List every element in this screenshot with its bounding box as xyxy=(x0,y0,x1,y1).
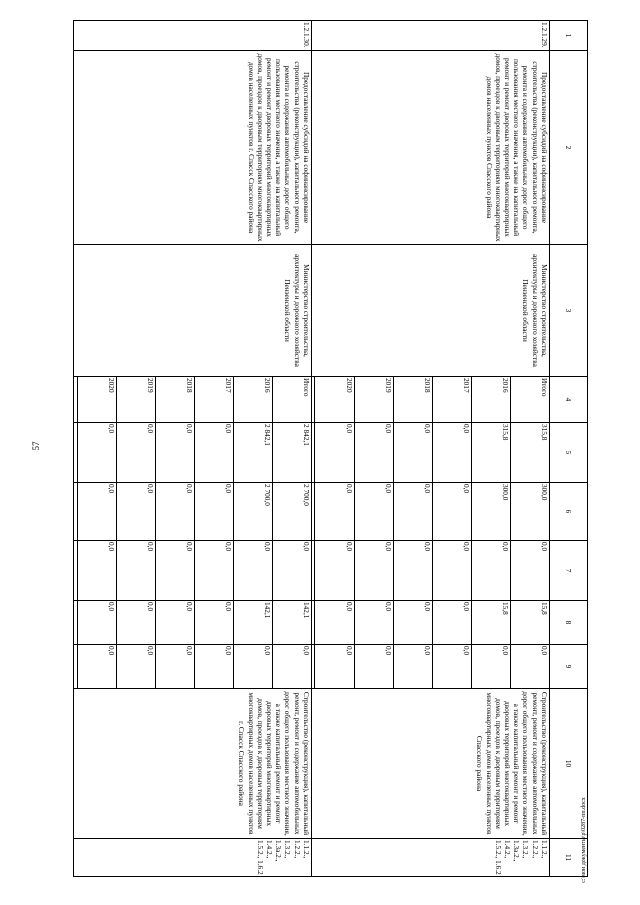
value-cell-c7: 0,0 xyxy=(393,541,432,601)
value-cell-total: 0,0 xyxy=(315,423,354,483)
filler-cell xyxy=(311,601,315,645)
value-cell-c8: 0,0 xyxy=(432,601,471,645)
value-cell-c7: 0,0 xyxy=(432,541,471,601)
value-cell-total: 315,8 xyxy=(471,423,510,483)
filler-cell xyxy=(74,483,78,541)
table-body xyxy=(74,21,588,877)
header-cell: 5 xyxy=(549,423,587,483)
filler-cell xyxy=(311,541,315,601)
header-row xyxy=(549,21,587,877)
value-cell-c8: 142,1 xyxy=(272,601,311,645)
year-cell: 2016 xyxy=(233,377,272,423)
value-cell-c8: 142,1 xyxy=(233,601,272,645)
year-cell: 2017 xyxy=(432,377,471,423)
filler-cell xyxy=(311,483,315,541)
program-table xyxy=(73,20,588,877)
indicators-cell: 1.1.2., 1.2.2., 1.3.2., 1.3а.2., 1.4.2., 1.5.2., 1.6.2 xyxy=(311,839,549,877)
year-cell: 2016 xyxy=(471,377,510,423)
value-cell-c8: 15,8 xyxy=(510,601,549,645)
value-cell-c9: 0,0 xyxy=(354,645,393,689)
value-cell-c8: 0,0 xyxy=(77,601,116,645)
value-cell-federal: 0,0 xyxy=(354,483,393,541)
table-row xyxy=(510,21,549,877)
description-cell: Предоставление субсидий на софинансирование строительства (реконструкции), капитального ремонта, ремонта и содержания автомобильных дорог общего пользования местного значения, а также на капитальный ремонт и ремонт дворовых территорий многоквартирных домов, проездов к дворовым территориям многоквартирных домов населенных пунктов г. Спасск Спасского района xyxy=(74,51,312,245)
year-cell: 2019 xyxy=(354,377,393,423)
filler-cell xyxy=(74,601,78,645)
value-cell-c9: 0,0 xyxy=(77,645,116,689)
value-cell-c9: 0,0 xyxy=(471,645,510,689)
value-cell-total: 2 842,1 xyxy=(233,423,272,483)
row-number-cell: 1.2.1.30. xyxy=(74,21,312,51)
value-cell-total: 0,0 xyxy=(194,423,233,483)
header-cell: 1 xyxy=(549,21,587,51)
value-cell-federal: 2 700,0 xyxy=(272,483,311,541)
value-cell-c9: 0,0 xyxy=(315,645,354,689)
filler-cell xyxy=(311,423,315,483)
row-number-cell: 1.2.1.29. xyxy=(311,21,549,51)
value-cell-c7: 0,0 xyxy=(510,541,549,601)
page-number: 57 xyxy=(31,441,41,451)
value-cell-c7: 0,0 xyxy=(194,541,233,601)
year-cell: 2020 xyxy=(77,377,116,423)
value-cell-total: 0,0 xyxy=(432,423,471,483)
value-cell-c8: 0,0 xyxy=(315,601,354,645)
year-cell: Итого xyxy=(510,377,549,423)
year-cell: 2019 xyxy=(116,377,155,423)
value-cell-total: 2 842,1 xyxy=(272,423,311,483)
footer-file-path: c:\мои документы\р\0287-пп.docx xyxy=(581,797,587,883)
executor-cell: Министерство строительства, архитектуры и дорожного хозяйства Пензенской области xyxy=(311,245,549,377)
filler-cell xyxy=(74,423,78,483)
executor-cell: Министерство строительства, архитектуры и дорожного хозяйства Пензенской области xyxy=(74,245,312,377)
table-row xyxy=(272,21,311,877)
value-cell-c7: 0,0 xyxy=(116,541,155,601)
header-cell: 8 xyxy=(549,601,587,645)
header-cell: 2 xyxy=(549,51,587,245)
value-cell-federal: 0,0 xyxy=(77,483,116,541)
goal-cell: Строительство (реконструкция), капитальный ремонт, ремонт и содержание автомобильных дорог общего пользования местного значения, а также капитальный ремонт и ремонт дворовых территорий многоквартирных домов, проездов к дворовым территориям многоквартирных домов населенных пунктов Спасского района xyxy=(311,689,549,839)
value-cell-c7: 0,0 xyxy=(354,541,393,601)
value-cell-c9: 0,0 xyxy=(272,645,311,689)
value-cell-c7: 0,0 xyxy=(315,541,354,601)
header-cell: 10 xyxy=(549,689,587,839)
header-cell: 9 xyxy=(549,645,587,689)
value-cell-federal: 300,0 xyxy=(471,483,510,541)
filler-cell xyxy=(74,541,78,601)
header-cell: 11 xyxy=(549,839,587,877)
value-cell-c9: 0,0 xyxy=(155,645,194,689)
value-cell-c8: 15,8 xyxy=(471,601,510,645)
value-cell-federal: 2 700,0 xyxy=(233,483,272,541)
value-cell-total: 315,8 xyxy=(510,423,549,483)
value-cell-total: 0,0 xyxy=(77,423,116,483)
value-cell-c9: 0,0 xyxy=(194,645,233,689)
value-cell-federal: 0,0 xyxy=(194,483,233,541)
year-cell: 2017 xyxy=(194,377,233,423)
value-cell-federal: 0,0 xyxy=(155,483,194,541)
value-cell-federal: 0,0 xyxy=(315,483,354,541)
year-cell: 2020 xyxy=(315,377,354,423)
value-cell-total: 0,0 xyxy=(354,423,393,483)
value-cell-c9: 0,0 xyxy=(510,645,549,689)
value-cell-total: 0,0 xyxy=(116,423,155,483)
value-cell-c9: 0,0 xyxy=(233,645,272,689)
value-cell-c8: 0,0 xyxy=(116,601,155,645)
rotated-table-page xyxy=(73,20,588,876)
filler-cell xyxy=(74,645,78,689)
value-cell-c8: 0,0 xyxy=(155,601,194,645)
value-cell-c7: 0,0 xyxy=(155,541,194,601)
filler-cell xyxy=(74,377,78,423)
value-cell-federal: 0,0 xyxy=(393,483,432,541)
value-cell-c9: 0,0 xyxy=(432,645,471,689)
value-cell-federal: 0,0 xyxy=(116,483,155,541)
year-cell: 2018 xyxy=(393,377,432,423)
value-cell-c8: 0,0 xyxy=(354,601,393,645)
value-cell-c7: 0,0 xyxy=(471,541,510,601)
indicators-cell: 1.1.2., 1.2.2., 1.3.2., 1.3а.2., 1.4.2., 1.5.2., 1.6.2 xyxy=(74,839,312,877)
header-cell: 4 xyxy=(549,377,587,423)
value-cell-c9: 0,0 xyxy=(393,645,432,689)
value-cell-c7: 0,0 xyxy=(272,541,311,601)
header-cell: 7 xyxy=(549,541,587,601)
value-cell-federal: 300,0 xyxy=(510,483,549,541)
value-cell-c7: 0,0 xyxy=(77,541,116,601)
value-cell-c7: 0,0 xyxy=(233,541,272,601)
header-cell: 3 xyxy=(549,245,587,377)
value-cell-total: 0,0 xyxy=(155,423,194,483)
value-cell-c8: 0,0 xyxy=(393,601,432,645)
year-cell: 2018 xyxy=(155,377,194,423)
filler-cell xyxy=(311,645,315,689)
description-cell: Предоставление субсидий на софинансирование строительства (реконструкции), капитального ремонта, ремонта и содержания автомобильных дорог общего пользования местного значения, а также на капитальный ремонт и ремонт дворовых территорий многоквартирных домов, проездов к дворовым территориям многоквартирных домов населенных пунктов Спасского района xyxy=(311,51,549,245)
value-cell-federal: 0,0 xyxy=(432,483,471,541)
year-cell: Итого xyxy=(272,377,311,423)
header-cell: 6 xyxy=(549,483,587,541)
goal-cell: Строительство (реконструкция), капитальный ремонт, ремонт и содержание автомобильных дорог общего пользования местного значения, а также капитальный ремонт и ремонт дворовых территорий многоквартирных домов, проездов к дворовым территориям многоквартирных домов населенных пунктов г. Спасск Спасского района xyxy=(74,689,312,839)
value-cell-c9: 0,0 xyxy=(116,645,155,689)
value-cell-total: 0,0 xyxy=(393,423,432,483)
filler-cell xyxy=(311,377,315,423)
value-cell-c8: 0,0 xyxy=(194,601,233,645)
